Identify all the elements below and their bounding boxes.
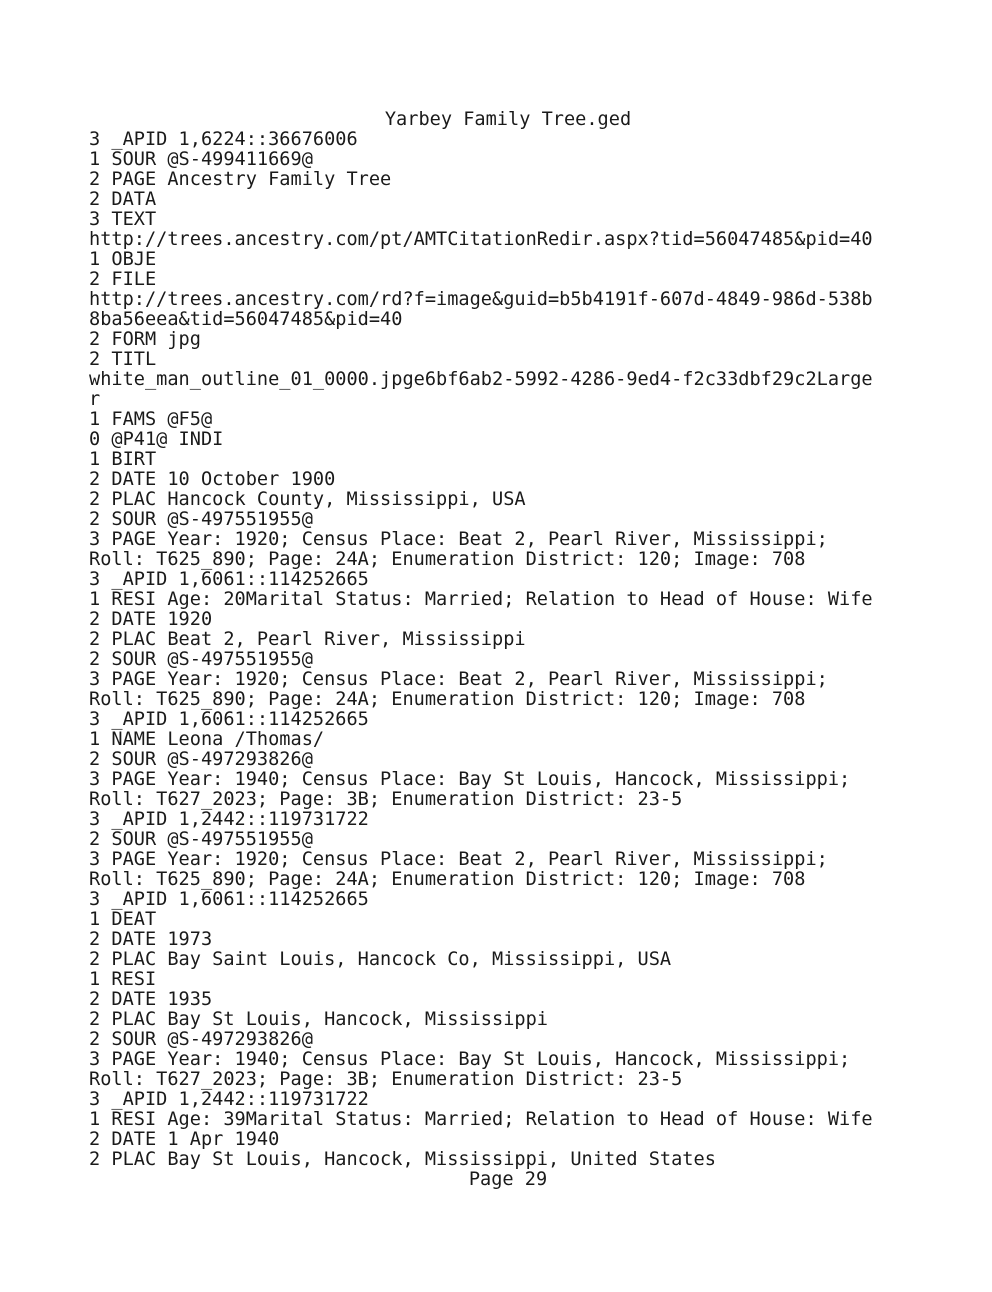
document-title: Yarbey Family Tree.ged — [384, 109, 632, 130]
text-line: 2 PLAC Bay St Louis, Hancock, Mississippi, United States — [89, 1149, 716, 1170]
text-line: 2 PLAC Bay Saint Louis, Hancock Co, Mississippi, USA — [89, 949, 672, 970]
text-line: 1 DEAT — [89, 909, 157, 930]
text-line: 2 SOUR @S-497551955@ — [89, 509, 313, 530]
text-line: 2 SOUR @S-497293826@ — [89, 749, 313, 770]
text-line: 2 TITL — [89, 349, 157, 370]
text-line: 1 SOUR @S-499411669@ — [89, 149, 313, 170]
text-line: 2 SOUR @S-497551955@ — [89, 649, 313, 670]
text-line: 1 OBJE — [89, 249, 157, 270]
text-line: 2 SOUR @S-497293826@ — [89, 1029, 313, 1050]
text-line: 3 _APID 1,2442::119731722 — [89, 1089, 369, 1110]
text-line: 1 BIRT — [89, 449, 157, 470]
text-line: 2 FORM jpg — [89, 329, 201, 350]
text-line: 1 RESI Age: 39Marital Status: Married; Relation to Head of House: Wife — [89, 1109, 873, 1130]
text-line: 2 DATE 1935 — [89, 989, 213, 1010]
text-line: r — [89, 389, 101, 410]
text-line: 3 PAGE Year: 1920; Census Place: Beat 2, Pearl River, Mississippi; — [89, 669, 828, 690]
text-line: Roll: T625_890; Page: 24A; Enumeration District: 120; Image: 708 — [89, 549, 806, 570]
text-line: 1 RESI Age: 20Marital Status: Married; Relation to Head of House: Wife — [89, 589, 873, 610]
text-line: 2 DATE 1920 — [89, 609, 213, 630]
text-line: 3 TEXT — [89, 209, 157, 230]
text-line: 2 PAGE Ancestry Family Tree — [89, 169, 392, 190]
text-line: white_man_outline_01_0000.jpge6bf6ab2-5992-4286-9ed4-f2c33dbf29c2Large — [89, 369, 873, 390]
text-line: 2 DATE 10 October 1900 — [89, 469, 336, 490]
text-line: 1 NAME Leona /Thomas/ — [89, 729, 325, 750]
text-line: 3 PAGE Year: 1940; Census Place: Bay St Louis, Hancock, Mississippi; — [89, 1049, 851, 1070]
text-line: 2 PLAC Bay St Louis, Hancock, Mississippi — [89, 1009, 548, 1030]
text-line: Roll: T627_2023; Page: 3B; Enumeration District: 23-5 — [89, 1069, 683, 1090]
text-line: http://trees.ancestry.com/rd?f=image&guid=b5b4191f-607d-4849-986d-538b — [89, 289, 873, 310]
text-line: 1 RESI — [89, 969, 157, 990]
text-line: 3 _APID 1,6224::36676006 — [89, 129, 358, 150]
text-line: Roll: T625_890; Page: 24A; Enumeration District: 120; Image: 708 — [89, 689, 806, 710]
text-line: 0 @P41@ INDI — [89, 429, 224, 450]
text-line: 2 FILE — [89, 269, 157, 290]
text-line: Roll: T625_890; Page: 24A; Enumeration District: 120; Image: 708 — [89, 869, 806, 890]
text-line: 3 PAGE Year: 1920; Census Place: Beat 2, Pearl River, Mississippi; — [89, 849, 828, 870]
text-line: 3 _APID 1,2442::119731722 — [89, 809, 369, 830]
text-line: 3 _APID 1,6061::114252665 — [89, 569, 369, 590]
text-line: 2 PLAC Beat 2, Pearl River, Mississippi — [89, 629, 526, 650]
text-line: 2 PLAC Hancock County, Mississippi, USA — [89, 489, 526, 510]
text-line: 8ba56eea&tid=56047485&pid=40 — [89, 309, 403, 330]
text-line: 3 _APID 1,6061::114252665 — [89, 889, 369, 910]
text-line: 3 PAGE Year: 1940; Census Place: Bay St Louis, Hancock, Mississippi; — [89, 769, 851, 790]
text-line: 2 DATA — [89, 189, 157, 210]
text-line: http://trees.ancestry.com/pt/AMTCitationRedir.aspx?tid=56047485&pid=40 — [89, 229, 873, 250]
text-line: 3 _APID 1,6061::114252665 — [89, 709, 369, 730]
gedcom-text-block — [89, 130, 989, 1170]
text-line: 1 FAMS @F5@ — [89, 409, 213, 430]
page-number: Page 29 — [468, 1169, 548, 1190]
text-line: 3 PAGE Year: 1920; Census Place: Beat 2, Pearl River, Mississippi; — [89, 529, 828, 550]
text-line: 2 SOUR @S-497551955@ — [89, 829, 313, 850]
text-line: Roll: T627_2023; Page: 3B; Enumeration District: 23-5 — [89, 789, 683, 810]
text-line: 2 DATE 1 Apr 1940 — [89, 1129, 280, 1150]
text-line: 2 DATE 1973 — [89, 929, 213, 950]
